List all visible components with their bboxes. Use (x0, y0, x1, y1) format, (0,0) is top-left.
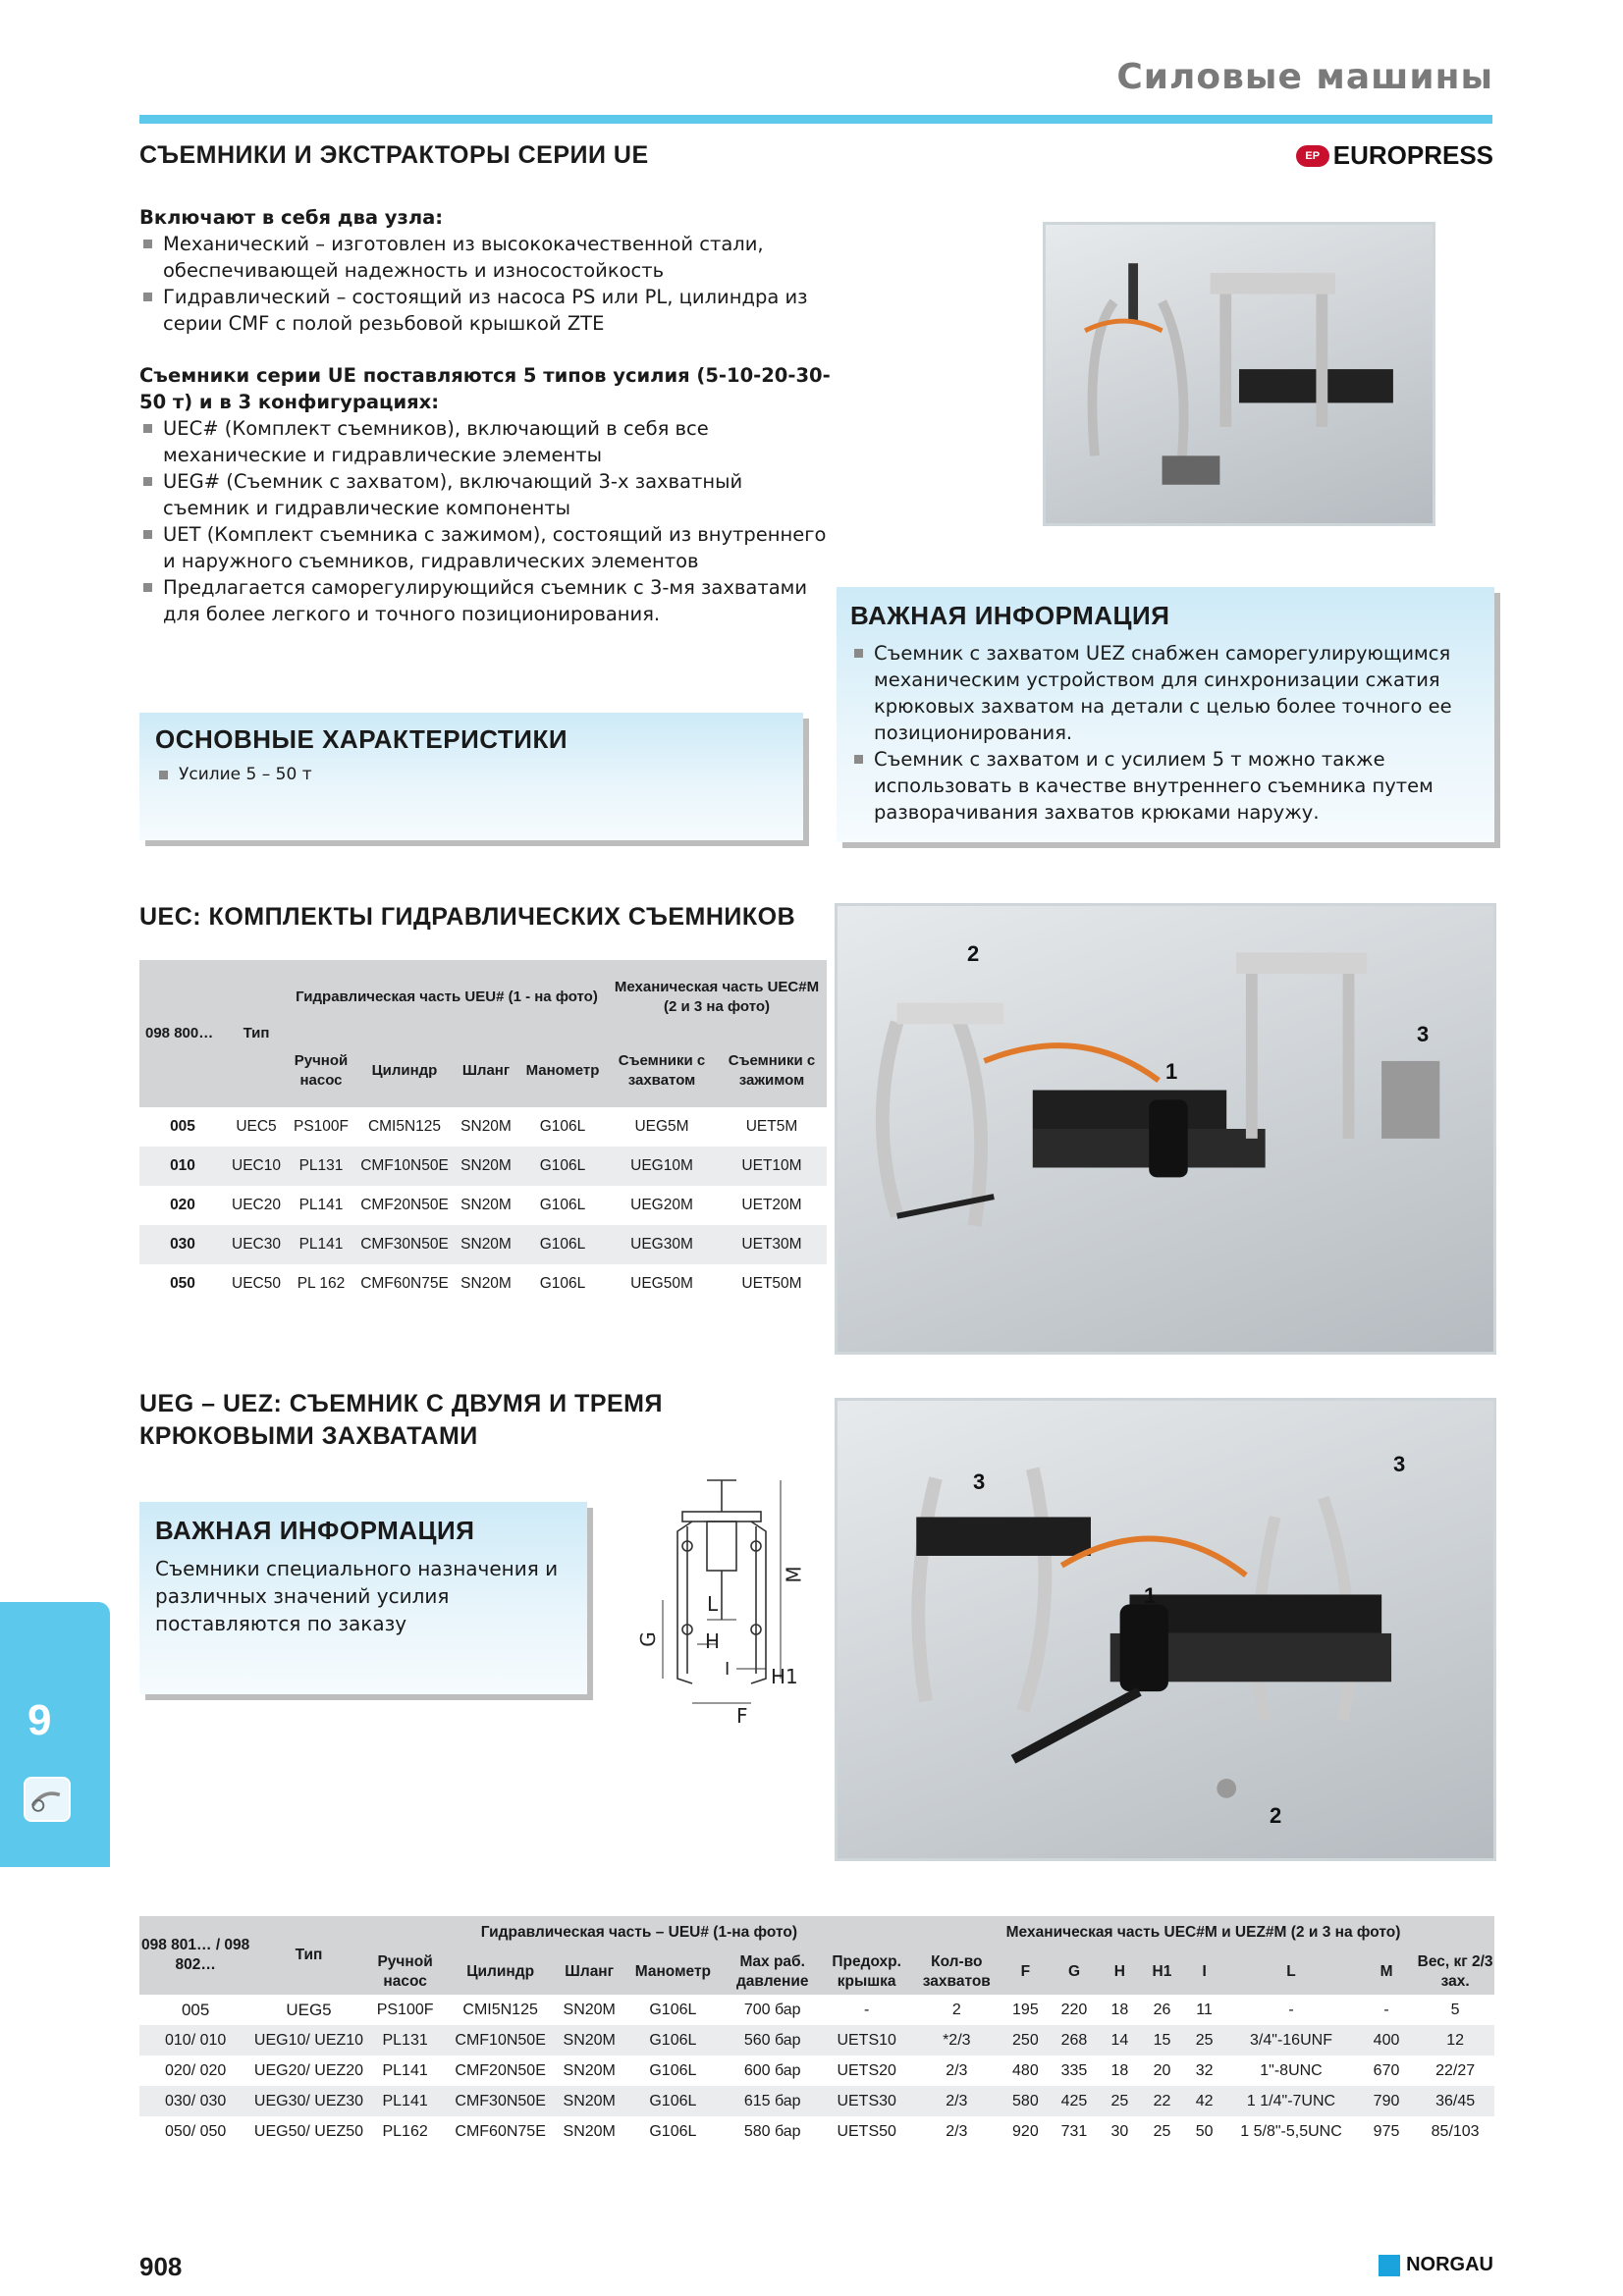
dim-label-m: M (782, 1566, 806, 1583)
table-row (139, 1107, 827, 1147)
col-f: F (1020, 1963, 1031, 1980)
cell: UEC20 (232, 1197, 281, 1213)
table-row (139, 2025, 1494, 2056)
norgau-logo-text: NORGAU (1406, 2254, 1493, 2275)
cell: 1 5/8"-5,5UNC (1240, 2122, 1342, 2140)
cell: SN20M (460, 1236, 512, 1253)
col-count: Кол-во захватов (922, 1953, 991, 1990)
product-photo-uec (835, 903, 1496, 1355)
cell: UETS10 (837, 2031, 896, 2049)
col-hose: Шланг (461, 1062, 511, 1079)
cell: UEG30/ UEZ30 (253, 2092, 364, 2109)
cell: 020/ 020 (165, 2061, 227, 2079)
cell: SN20M (460, 1118, 512, 1135)
intro-block (139, 204, 846, 627)
cell: 2/3 (946, 2122, 968, 2140)
types-heading: Съемники серии UE поставляются 5 типов усилия (5-10-20-30- 50 т) и в 3 конфигурациях: (139, 364, 831, 413)
list-item: Съемник с захватом UEZ снабжен саморегулирующимся механическим устройством для синхронизации сжатия крюковых захватом на детали с целью более точного ее позиционирования. (850, 640, 1479, 746)
cell: G106L (539, 1197, 586, 1213)
cell: UEG30M (630, 1236, 693, 1253)
cell: 195 (1012, 2001, 1039, 2018)
cell: 005 (170, 1118, 195, 1135)
col-type: Тип (295, 1947, 323, 1963)
cell: UETS50 (837, 2122, 896, 2140)
cell: 600 бар (743, 2061, 801, 2079)
dim-label-f: F (736, 1704, 748, 1728)
col-clamp: Съемники с зажимом (728, 1052, 816, 1089)
cell: CMF60N75E (360, 1275, 449, 1292)
list-item: Усилие 5 – 50 т (155, 762, 312, 788)
col-gauge: Манометр (525, 1062, 600, 1079)
cell: 615 бар (743, 2092, 801, 2109)
cell: 2/3 (946, 2092, 968, 2109)
col-i: I (1202, 1963, 1207, 1980)
table-row (139, 2116, 1494, 2147)
cell: 560 бар (743, 2031, 801, 2049)
cell: 12 (1446, 2031, 1464, 2049)
photo-label: 3 (973, 1469, 986, 1494)
cell: UEG20M (630, 1197, 693, 1213)
product-photo-ueg (835, 1398, 1496, 1861)
cell: 790 (1373, 2092, 1400, 2109)
table-row (139, 1147, 827, 1186)
cell: 580 (1012, 2092, 1039, 2109)
cell: PS100F (293, 1118, 349, 1135)
cell: PL162 (382, 2122, 428, 2140)
list-item: Съемник с захватом и с усилием 5 т можно также использовать в качестве внутреннего съемника путем разворачивания захватов крюками наружу. (850, 746, 1479, 826)
cell: SN20M (563, 2092, 616, 2109)
cell: 670 (1373, 2061, 1400, 2079)
photo-label: 2 (1270, 1803, 1282, 1828)
col-pump: Ручной насос (294, 1052, 349, 1089)
table-row (139, 1264, 827, 1304)
cell: 020 (170, 1197, 195, 1213)
cell: CMF10N50E (360, 1157, 449, 1174)
cell: 14 (1110, 2031, 1129, 2049)
photo-illustration (1046, 225, 1433, 523)
cell: SN20M (460, 1275, 512, 1292)
cell: G106L (539, 1118, 586, 1135)
cell: PL131 (298, 1157, 344, 1174)
cell: UEG10/ UEZ10 (253, 2031, 364, 2049)
list-item: Гидравлический – состоящий из насоса PS или PL, цилиндра из серии CMF с полой резьбовой крышкой ZTE (139, 284, 846, 337)
cell: SN20M (563, 2061, 616, 2079)
cell: G106L (539, 1157, 586, 1174)
col-l: L (1286, 1963, 1296, 1980)
cell: 42 (1195, 2092, 1214, 2109)
cell: UET10M (741, 1157, 802, 1174)
cell: CMI5N125 (462, 2001, 538, 2018)
cell: CMF60N75E (455, 2122, 546, 2140)
intro-list (139, 231, 846, 337)
cell: 15 (1153, 2031, 1171, 2049)
col-h1: H1 (1152, 1963, 1172, 1980)
important-info-box-2 (139, 1502, 587, 1694)
cell: 030 (170, 1236, 195, 1253)
col-hydraulic: Гидравлическая часть UEU# (1 - на фото) (296, 988, 598, 1005)
cell: UET30M (741, 1236, 802, 1253)
cell: 50 (1195, 2122, 1214, 2140)
types-list (139, 415, 827, 627)
col-mechanical: Механическая часть UEC#M и UEZ#M (2 и 3 на фото) (1005, 1924, 1401, 1941)
dim-label-h: H (705, 1629, 721, 1653)
cell: PL 162 (297, 1275, 346, 1292)
puller-dimension-diagram (635, 1472, 815, 1728)
cell: CMF10N50E (455, 2031, 546, 2049)
cell: UEG20/ UEZ20 (253, 2061, 364, 2079)
col-type: Тип (243, 1025, 270, 1041)
section-title-line: UEG – UEZ: СЪЕМНИК С ДВУМЯ И ТРЕМЯ (139, 1390, 663, 1417)
cell: 400 (1373, 2031, 1400, 2049)
table-row (139, 1186, 827, 1225)
table-row (139, 1225, 827, 1264)
cell: - (864, 2001, 870, 2018)
cell: G106L (649, 2031, 697, 2049)
cell: 2 (951, 2001, 961, 2018)
col-mechanical: Механическая часть UEC#M (2 и 3 на фото) (614, 979, 820, 1015)
cell: CMI5N125 (367, 1118, 442, 1135)
cell: SN20M (460, 1157, 512, 1174)
cell: - (1383, 2001, 1389, 2018)
ueg-table (139, 1916, 1494, 2147)
cell: SN20M (563, 2122, 616, 2140)
cell: UEG10M (630, 1157, 693, 1174)
cell: 920 (1012, 2122, 1039, 2140)
cell: G106L (649, 2122, 697, 2140)
cell: 25 (1110, 2092, 1129, 2109)
photo-label: 1 (1144, 1583, 1157, 1608)
section-title-ue: СЪЕМНИКИ И ЭКСТРАКТОРЫ СЕРИИ UE (139, 141, 649, 169)
cell: 5 (1450, 2001, 1460, 2018)
cell: PL141 (382, 2061, 428, 2079)
cell: PS100F (376, 2001, 434, 2018)
photo-illustration (838, 906, 1493, 1352)
main-specs-title: ОСНОВНЫЕ ХАРАКТЕРИСТИКИ (155, 724, 568, 754)
cell: 25 (1195, 2031, 1214, 2049)
cell: 1"-8UNC (1260, 2061, 1323, 2079)
cell: 425 (1060, 2092, 1088, 2109)
dim-label-h1: H1 (771, 1665, 798, 1688)
product-photo-ue-kit (1043, 222, 1435, 526)
cell: UEG5M (634, 1118, 689, 1135)
col-g: G (1067, 1963, 1081, 1980)
cell: PL141 (298, 1236, 344, 1253)
col-cylinder: Цилиндр (466, 1963, 535, 1980)
cell: 36/45 (1435, 2092, 1476, 2109)
cell: 18 (1110, 2061, 1129, 2079)
cell: 22/27 (1435, 2061, 1476, 2079)
brand-logo (1296, 140, 1493, 171)
cell: SN20M (563, 2031, 616, 2049)
main-specs-box (139, 713, 803, 840)
cell: 18 (1110, 2001, 1129, 2018)
cell: 335 (1060, 2061, 1088, 2079)
section-title-ueg (139, 1388, 778, 1453)
cell: CMF30N50E (360, 1236, 449, 1253)
brand-name: EUROPRESS (1332, 140, 1493, 170)
cell: 010 (170, 1157, 195, 1174)
cell: UEG5 (286, 2000, 332, 2019)
hydraulic-tools-icon-shape (26, 1779, 69, 1820)
cell: 250 (1012, 2031, 1039, 2049)
cell: UET50M (741, 1275, 802, 1292)
cell: PL141 (298, 1197, 344, 1213)
europress-logo-icon: EP (1296, 145, 1329, 167)
important-list (850, 640, 1479, 826)
col-code: 098 801… / 098 802… (140, 1937, 250, 1973)
photo-label: 2 (967, 941, 980, 966)
cell: UEC5 (236, 1118, 277, 1135)
cell: *2/3 (943, 2031, 971, 2049)
cell: 480 (1012, 2061, 1039, 2079)
main-specs-list (155, 762, 312, 788)
norgau-logo (1379, 2254, 1493, 2276)
cell: 32 (1195, 2061, 1214, 2079)
cell: CMF20N50E (360, 1197, 449, 1213)
important-info-box (837, 587, 1494, 842)
col-cylinder: Цилиндр (371, 1062, 438, 1079)
list-item: UEG# (Съемник с захватом), включающий 3-х захватный съемник и гидравлические компоненты (139, 468, 827, 521)
cell: 26 (1153, 2001, 1171, 2018)
photo-label: 3 (1417, 1022, 1430, 1046)
uec-table (139, 960, 827, 1304)
cell: UETS20 (837, 2061, 896, 2079)
cell: 700 бар (743, 2001, 801, 2018)
cell: UET20M (741, 1197, 802, 1213)
cell: UEC10 (232, 1157, 281, 1174)
col-code: 098 800… (145, 1025, 214, 1041)
dim-label-g: G (635, 1631, 660, 1647)
cell: 268 (1060, 2031, 1088, 2049)
photo-label: 3 (1393, 1452, 1406, 1476)
cell: UEG50M (630, 1275, 693, 1292)
table-row (139, 2086, 1494, 2116)
cell: UET5M (745, 1118, 798, 1135)
list-item: UET (Комплект съемника с зажимом), состоящий из внутреннего и наружного съемников, гидравлических элементов (139, 521, 827, 574)
cell: G106L (649, 2001, 697, 2018)
cell: 85/103 (1431, 2122, 1480, 2140)
table-row (139, 1995, 1494, 2025)
cell: 220 (1060, 2001, 1088, 2018)
cell: 975 (1373, 2122, 1400, 2140)
cell: 580 бар (743, 2122, 801, 2140)
list-item: Механический – изготовлен из высококачественной стали, обеспечивающей надежность и износостойкость (139, 231, 846, 284)
col-h: H (1113, 1963, 1125, 1980)
cell: UEG50/ UEZ50 (253, 2122, 364, 2140)
norgau-logo-icon (1379, 2255, 1400, 2276)
cell: 20 (1153, 2061, 1171, 2079)
page-category: Силовые машины (1116, 57, 1493, 97)
col-hose: Шланг (565, 1963, 615, 1980)
cell: 22 (1153, 2092, 1171, 2109)
col-pressure: Max раб. давление (735, 1953, 809, 1990)
cell: PL131 (382, 2031, 428, 2049)
col-hydraulic: Гидравлическая часть – UEU# (1-на фото) (480, 1924, 797, 1941)
col-grip: Съемники с захватом (618, 1052, 706, 1089)
cell: 1 1/4"-7UNC (1246, 2092, 1336, 2109)
cell: SN20M (460, 1197, 512, 1213)
col-weight: Вес, кг 2/3 зах. (1417, 1953, 1493, 1990)
cell: G106L (539, 1236, 586, 1253)
cell: UEC30 (232, 1236, 281, 1253)
cell: 731 (1060, 2122, 1088, 2140)
important-title: ВАЖНАЯ ИНФОРМАЦИЯ (155, 1516, 475, 1545)
page-number: 908 (139, 2252, 183, 2281)
list-item: Предлагается саморегулирующийся съемник с 3-мя захватами для более легкого и точного позиционирования. (139, 574, 827, 627)
cell: UETS30 (837, 2092, 896, 2109)
col-pump: Ручной насос (377, 1953, 433, 1990)
col-cap: Предохр. крышка (832, 1953, 901, 1990)
cell: 030/ 030 (165, 2092, 227, 2109)
diagram-drawing (635, 1472, 815, 1728)
section-title-uec: UEC: КОМПЛЕКТЫ ГИДРАВЛИЧЕСКИХ СЪЕМНИКОВ (139, 903, 796, 931)
cell: - (1288, 2001, 1294, 2018)
cell: 2/3 (946, 2061, 968, 2079)
dim-label-i: I (725, 1659, 730, 1680)
cell: CMF30N50E (455, 2092, 546, 2109)
chapter-number: 9 (27, 1696, 52, 1744)
cell: CMF20N50E (455, 2061, 546, 2079)
section-title-line: КРЮКОВЫМИ ЗАХВАТАМИ (139, 1422, 478, 1450)
cell: 050 (170, 1275, 195, 1292)
cell: G106L (539, 1275, 586, 1292)
cell: G106L (649, 2092, 697, 2109)
intro-heading: Включают в себя два узла: (139, 206, 444, 229)
dim-label-l: L (707, 1592, 719, 1616)
cell: G106L (649, 2061, 697, 2079)
cell: 005 (181, 2000, 210, 2019)
col-gauge: Манометр (634, 1963, 712, 1980)
cell: PL141 (382, 2092, 428, 2109)
header-rule (139, 115, 1492, 124)
cell: 30 (1110, 2122, 1129, 2140)
list-item: UEC# (Комплект съемников), включающий в себя все механические и гидравлические элементы (139, 415, 827, 468)
col-m: M (1380, 1963, 1393, 1980)
hydraulic-tools-icon (24, 1777, 71, 1822)
cell: 3/4"-16UNF (1250, 2031, 1332, 2049)
cell: SN20M (563, 2001, 616, 2018)
table-row (139, 2056, 1494, 2086)
important-text: Съемники специального назначения и различных значений усилия поставляются по заказу (155, 1557, 559, 1635)
important-title: ВАЖНАЯ ИНФОРМАЦИЯ (850, 601, 1170, 630)
photo-label: 1 (1165, 1059, 1178, 1084)
chapter-tab[interactable] (0, 1602, 110, 1867)
cell: 010/ 010 (165, 2031, 227, 2049)
cell: 25 (1153, 2122, 1171, 2140)
cell: 050/ 050 (165, 2122, 227, 2140)
cell: 11 (1196, 2001, 1213, 2018)
cell: UEC50 (232, 1275, 281, 1292)
